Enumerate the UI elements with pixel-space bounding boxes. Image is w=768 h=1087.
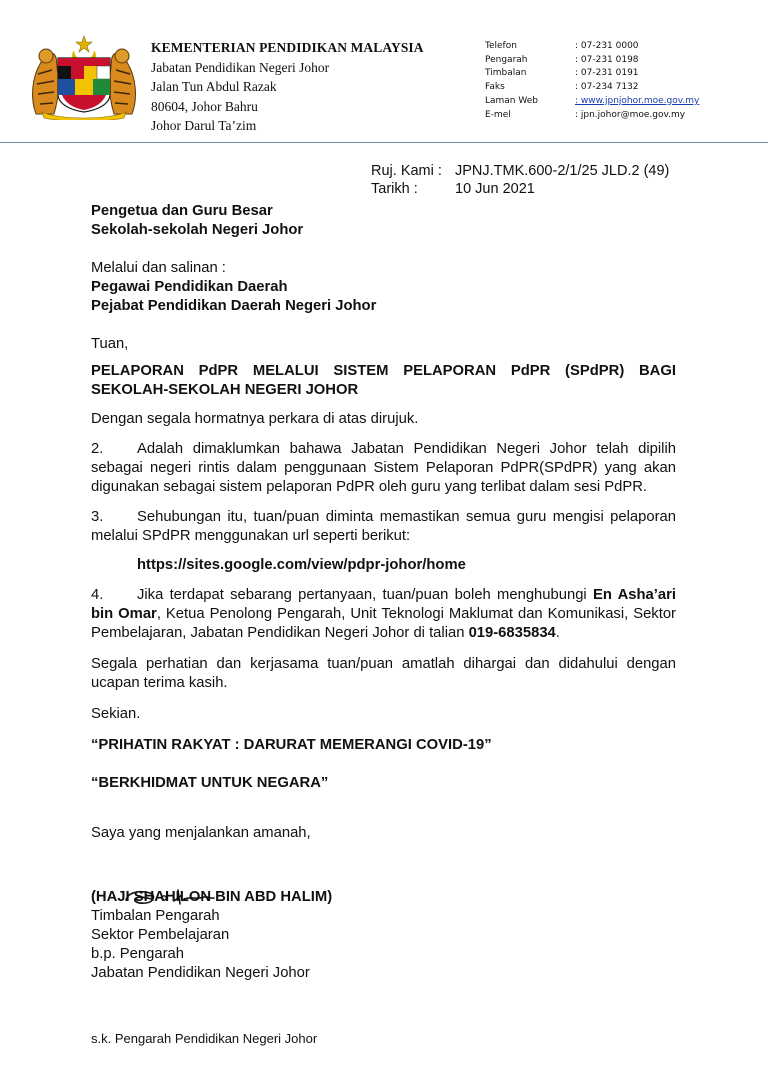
sekian: Sekian. xyxy=(91,706,141,722)
handwritten-signature xyxy=(122,884,232,910)
tarikh-value: 10 Jun 2021 xyxy=(455,181,535,197)
paragraph-text: Adalah dimaklumkan bahawa Jabatan Pendidikan Negeri Johor telah dipilih sebagai negeri rintis dalam penggunaan Sistem Pelaporan PdPR(SPdPR) yang akan digunakan sebagai sistem pelaporan PdPR oleh guru yang terlibat dalam sesi PdPR. xyxy=(91,441,676,495)
address-line: Jabatan Pendidikan Negeri Johor xyxy=(151,59,330,75)
contact-value: : 07-231 0000 xyxy=(575,41,639,51)
paragraph-number: 4. xyxy=(91,587,104,603)
pdpr-url-link[interactable]: https://sites.google.com/view/pdpr-johor/home xyxy=(137,557,466,573)
contact-value: : jpn.johor@moe.gov.my xyxy=(575,109,686,120)
letter-body xyxy=(91,202,676,983)
tarikh-label: Tarikh : xyxy=(371,181,418,197)
reference-block xyxy=(371,162,669,198)
closing-paragraph: Segala perhatian dan kerjasama tuan/puan amatlah dihargai dan didahului dengan ucapan terima kasih. xyxy=(91,656,676,691)
signatory-name: (HAJI SHAHILON BIN ABD HALIM) xyxy=(91,889,333,905)
contact-label: Faks xyxy=(485,82,505,93)
contact-row-telefon xyxy=(485,40,699,54)
address-line: Jalan Tun Abdul Razak xyxy=(151,79,277,94)
website-link[interactable]: : www.jpnjohor.moe.gov.my xyxy=(575,95,700,106)
phone-number: 019-6835834 xyxy=(468,625,556,641)
paragraph-text: Sehubungan itu, tuan/puan diminta memastikan semua guru mengisi pelaporan melalui SPdPR menggunakan url seperti berikut: xyxy=(91,509,676,544)
contact-row-faks xyxy=(485,81,699,95)
coat-of-arms-icon xyxy=(28,34,140,120)
contact-label: Telefon xyxy=(485,41,517,51)
slogan-covid: “PRIHATIN RAKYAT : DARURAT MEMERANGI COVID-19” xyxy=(91,737,492,753)
signatory-title: Sektor Pembelajaran xyxy=(91,927,230,943)
contact-value: : 07-231 0191 xyxy=(575,68,639,79)
letterhead-divider xyxy=(0,142,768,143)
paragraph-number: 3. xyxy=(91,509,104,525)
via-line: Pegawai Pendidikan Daerah xyxy=(91,279,288,295)
paragraph-3 xyxy=(91,508,676,546)
via-line: Pejabat Pendidikan Daerah Negeri Johor xyxy=(91,298,377,314)
contact-value: : 07-231 0198 xyxy=(575,54,639,65)
organisation-name: KEMENTERIAN PENDIDIKAN MALAYSIA xyxy=(151,40,424,55)
carbon-copy: s.k. Pengarah Pendidikan Negeri Johor xyxy=(91,1031,318,1046)
recipient-line: Sekolah-sekolah Negeri Johor xyxy=(91,222,304,238)
paragraph-4: 4. Jika terdapat sebarang pertanyaan, tuan/puan boleh menghubungi En Asha’ari bin Omar, Ketua Penolong Pengarah, Unit Teknologi Maklumat dan Komunikasi, Sektor Pembelajaran, Jabatan Pendidikan Negeri Johor di talian 019-6835834. xyxy=(91,587,676,641)
via-label: Melalui dan salinan : xyxy=(91,260,226,276)
letterhead-contacts xyxy=(485,40,699,122)
slogan-negara: “BERKHIDMAT UNTUK NEGARA” xyxy=(91,775,329,791)
paragraph-number: 2. xyxy=(91,441,104,457)
subject-line: PELAPORAN PdPR MELALUI SISTEM PELAPORAN PdPR (SPdPR) BAGI xyxy=(91,363,676,379)
paragraph-text: Jika terdapat sebarang pertanyaan, tuan/puan boleh menghubungi xyxy=(137,587,593,603)
paragraph-2 xyxy=(91,440,676,497)
address-line: Johor Darul Ta’zim xyxy=(151,118,257,133)
amanah-line: Saya yang menjalankan amanah, xyxy=(91,825,311,841)
ruj-label: Ruj. Kami : xyxy=(371,163,442,179)
contact-row-email xyxy=(485,109,699,123)
contact-label: Laman Web xyxy=(485,95,538,106)
subject-line: SEKOLAH-SEKOLAH NEGERI JOHOR xyxy=(91,382,359,398)
address-line: 80604, Johor Bahru xyxy=(151,98,258,114)
signatory-title: b.p. Pengarah xyxy=(91,946,184,962)
contact-value: : 07-234 7132 xyxy=(575,82,639,93)
paragraph-text: , Ketua Penolong Pengarah, Unit Teknologi Maklumat dan Komunikasi, Sektor Pembelajaran, Jabatan Pendidikan Negeri Johor di talian xyxy=(91,606,676,641)
contact-label: Pengarah xyxy=(485,54,528,65)
contact-label: Timbalan xyxy=(485,68,527,79)
salutation: Tuan, xyxy=(91,336,129,352)
letterhead-address xyxy=(151,38,424,136)
contact-row-timbalan xyxy=(485,67,699,81)
contact-row-pengarah xyxy=(485,54,699,68)
ruj-value: JPNJ.TMK.600-2/1/25 JLD.2 (49) xyxy=(455,163,670,179)
opening-sentence: Dengan segala hormatnya perkara di atas dirujuk. xyxy=(91,411,419,427)
contact-person: En Asha’ari bin Omar xyxy=(91,587,676,622)
signatory-title: Timbalan Pengarah xyxy=(91,908,220,924)
recipient-line: Pengetua dan Guru Besar xyxy=(91,203,273,219)
signatory-title: Jabatan Pendidikan Negeri Johor xyxy=(91,965,310,981)
contact-row-laman-web xyxy=(485,95,699,109)
contact-label: E-mel xyxy=(485,109,511,120)
